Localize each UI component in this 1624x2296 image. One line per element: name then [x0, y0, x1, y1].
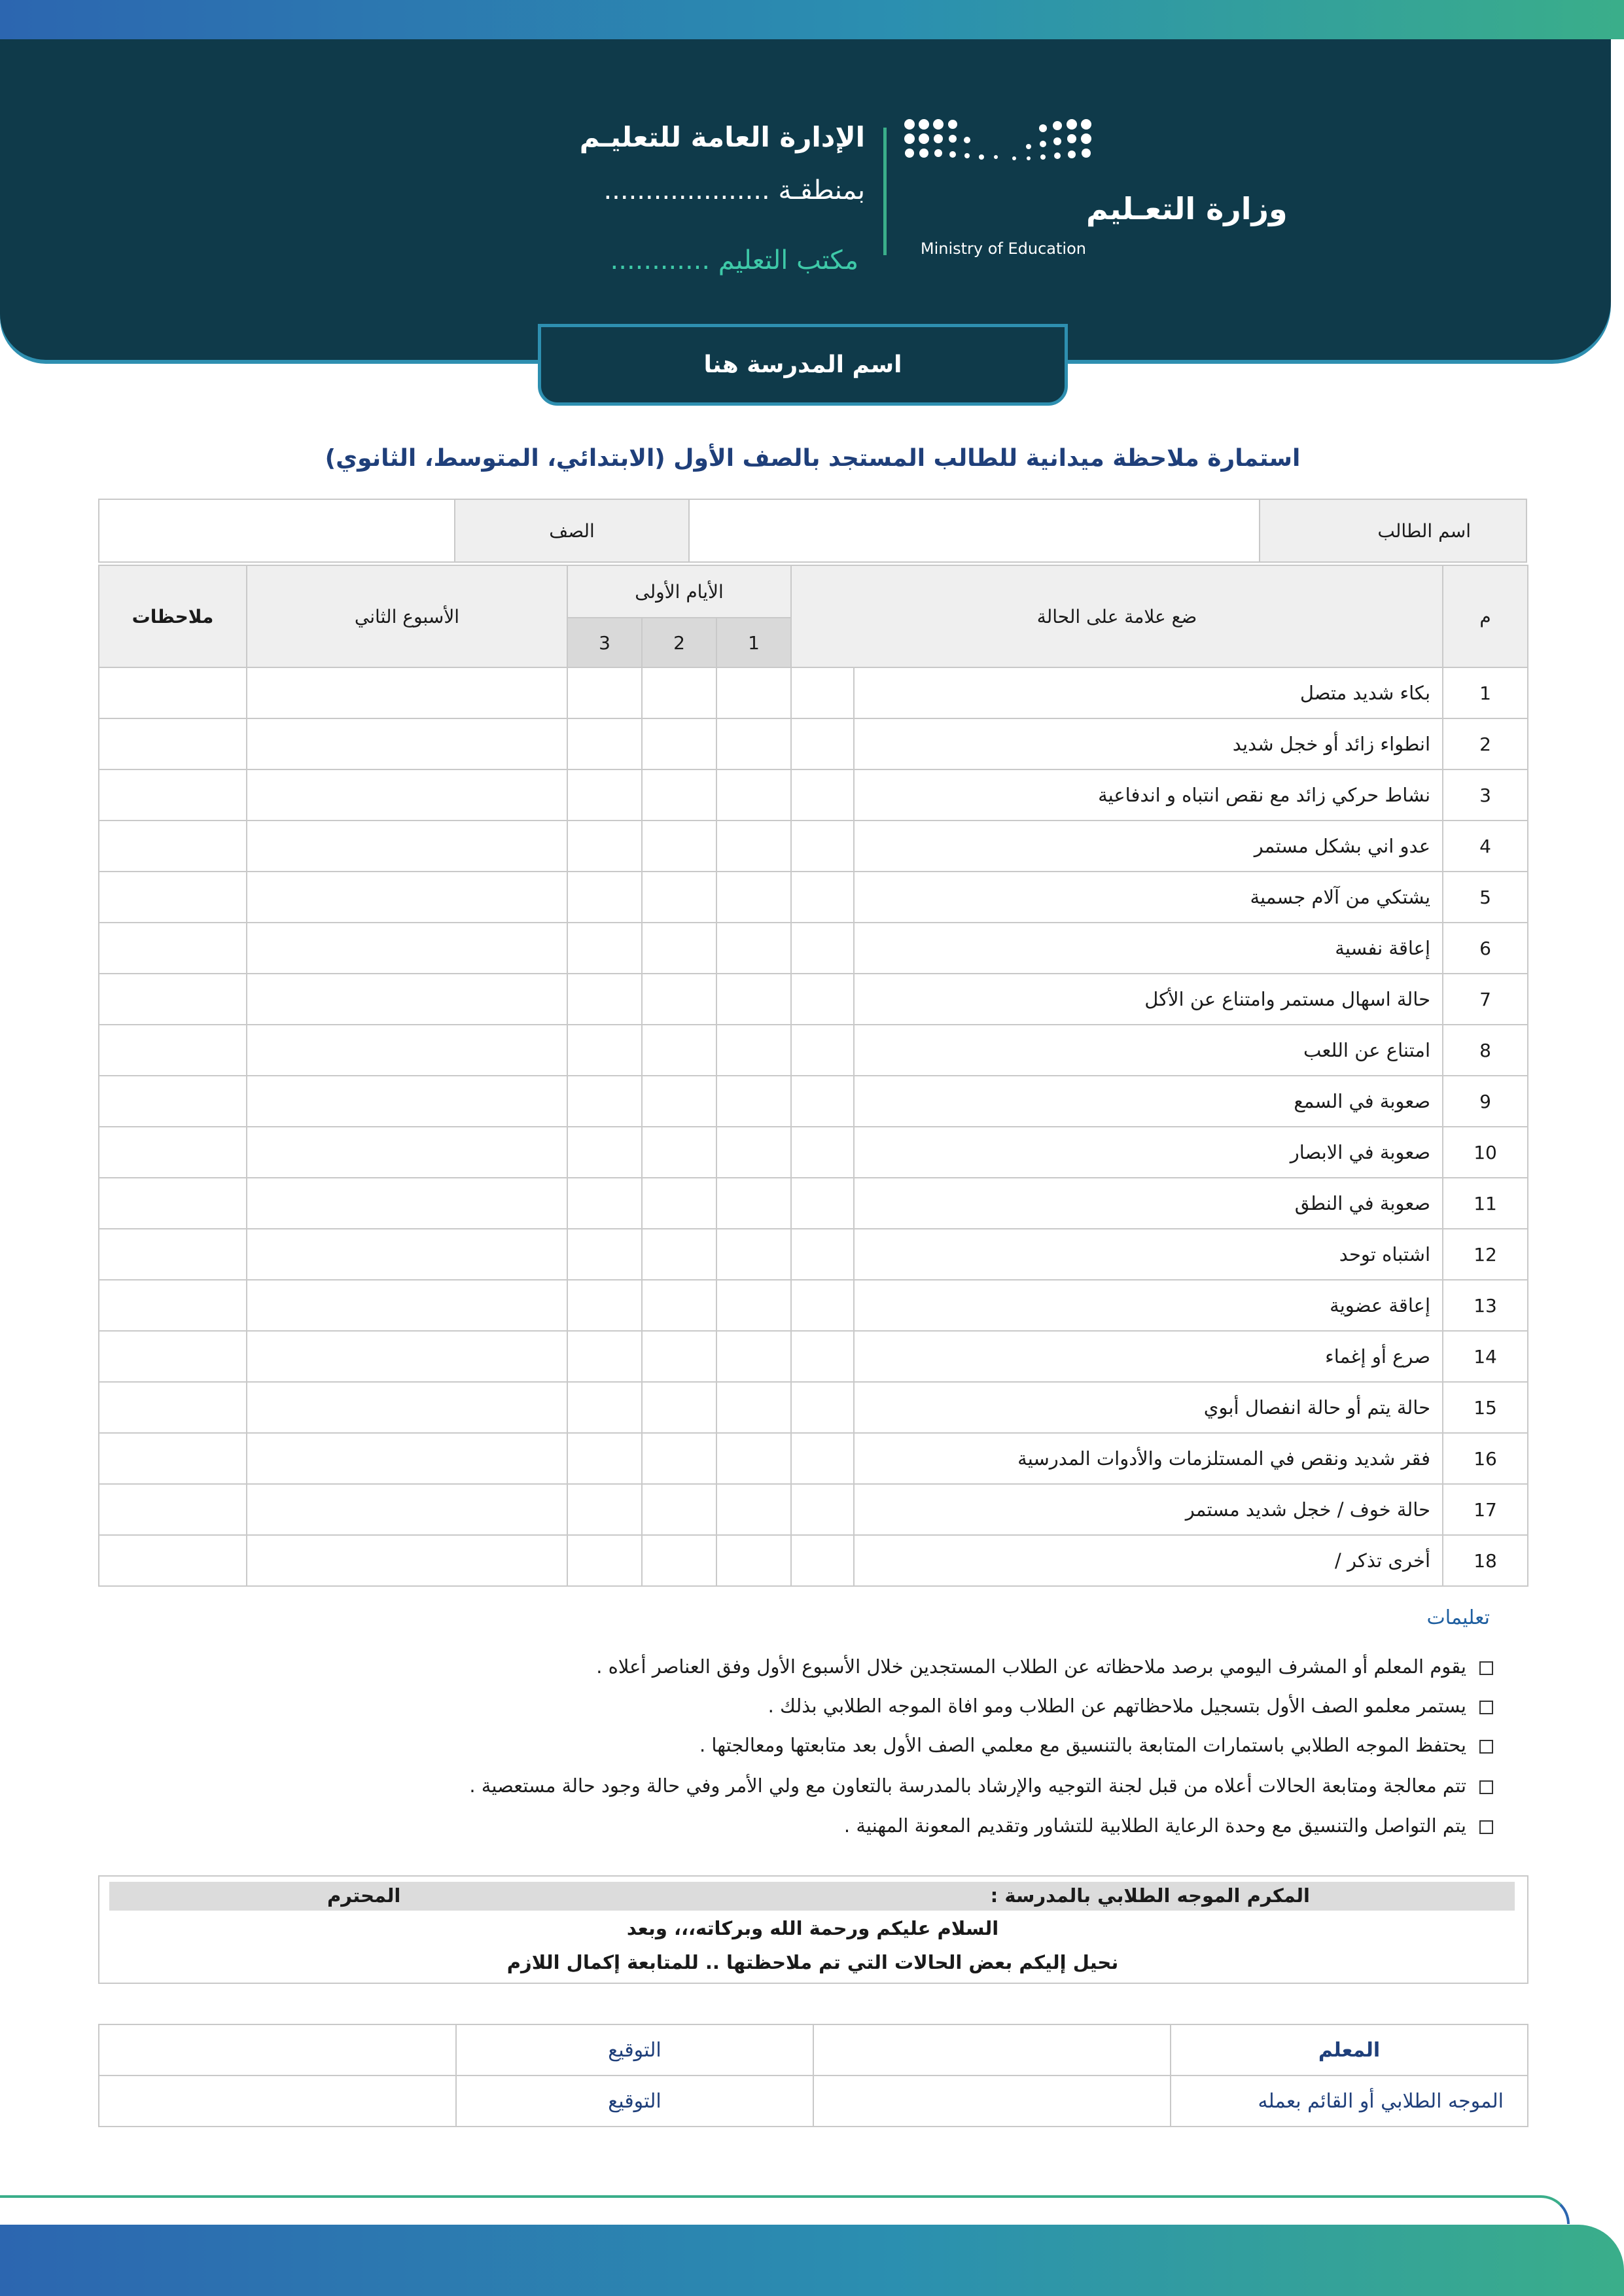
table-row: [99, 1433, 1528, 1484]
instructions-title: تعليمات: [1426, 1606, 1490, 1629]
mark-cell[interactable]: [791, 923, 854, 974]
row-number: 15: [1443, 1382, 1528, 1433]
observation-table: [98, 565, 1528, 1587]
mark-cell[interactable]: [791, 1229, 854, 1280]
case-text: حالة يتم أو حالة انفصال أبوي: [854, 1382, 1443, 1433]
instruction-item: تتم معالجة ومتابعة الحالات أعلاه من قبل لجنة التوجيه والإرشاد بالمدرسة بالتعاون مع ولي الأمر وفي حالة وجود حالة مستعصية .: [469, 1775, 1493, 1797]
day-1-cell[interactable]: [716, 821, 791, 872]
mark-cell[interactable]: [791, 974, 854, 1025]
mark-cell[interactable]: [791, 769, 854, 821]
day-3-header: 3: [567, 618, 642, 667]
table-row: [99, 1280, 1528, 1331]
day-3-cell[interactable]: [567, 1484, 642, 1535]
letter-greeting: السلام عليكم ورحمة الله وبركاته،،، وبعد: [626, 1917, 999, 1939]
day-2-cell[interactable]: [642, 1127, 716, 1178]
second-week-cell[interactable]: [247, 1331, 567, 1382]
second-week-cell[interactable]: [247, 1280, 567, 1331]
letter-body: نحيل إليكم بعض الحالات التي تم ملاحظتها .. للمتابعة إكمال اللازم: [506, 1951, 1119, 1973]
table-row: [99, 1484, 1528, 1535]
case-text: فقر شديد ونقص في المستلزمات والأدوات المدرسية: [854, 1433, 1443, 1484]
mark-cell[interactable]: [791, 1331, 854, 1382]
day-1-cell[interactable]: [716, 769, 791, 821]
row-number: 16: [1443, 1433, 1528, 1484]
second-week-cell[interactable]: [247, 667, 567, 718]
row-number: 6: [1443, 923, 1528, 974]
row-number: 5: [1443, 872, 1528, 923]
checkbox-icon: [1479, 1661, 1493, 1675]
letter-honorific: المحترم: [327, 1884, 401, 1907]
mark-cell[interactable]: [791, 1433, 854, 1484]
teacher-signature-field[interactable]: [99, 2024, 456, 2075]
day-3-cell[interactable]: [567, 1535, 642, 1586]
signature-table: [98, 2024, 1528, 2127]
mark-cell[interactable]: [791, 1484, 854, 1535]
checkbox-icon: [1479, 1780, 1493, 1794]
day-1-cell[interactable]: [716, 1382, 791, 1433]
case-header: ضع علامة على الحالة: [791, 565, 1443, 667]
notes-cell[interactable]: [99, 1076, 247, 1127]
case-text: صرع أو إغماء: [854, 1331, 1443, 1382]
notes-cell[interactable]: [99, 821, 247, 872]
signature-label: التوقيع: [456, 2075, 813, 2127]
table-row: [99, 872, 1528, 923]
teacher-label: المعلم: [1171, 2024, 1528, 2075]
region-line: بمنطقـة ....................: [603, 175, 865, 205]
table-row: [99, 667, 1528, 718]
table-row: [99, 1076, 1528, 1127]
day-2-header: 2: [642, 618, 716, 667]
day-3-cell[interactable]: [567, 872, 642, 923]
ministry-name-ar: وزارة التعـليم: [1086, 191, 1288, 226]
footer-band: [0, 2225, 1624, 2296]
checkbox-icon: [1479, 1820, 1493, 1834]
day-2-cell[interactable]: [642, 923, 716, 974]
admin-title: الإدارة العامة للتعليـم: [579, 121, 865, 153]
table-row: [99, 1025, 1528, 1076]
day-3-cell[interactable]: [567, 1280, 642, 1331]
day-1-cell[interactable]: [716, 667, 791, 718]
day-3-cell[interactable]: [567, 923, 642, 974]
day-1-cell[interactable]: [716, 1484, 791, 1535]
logo-dots-icon: [904, 119, 1091, 160]
second-week-cell[interactable]: [247, 1127, 567, 1178]
day-2-cell[interactable]: [642, 1025, 716, 1076]
class-label: الصف: [455, 499, 689, 562]
row-number: 18: [1443, 1535, 1528, 1586]
case-text: صعوبة في السمع: [854, 1076, 1443, 1127]
table-row: [99, 974, 1528, 1025]
mark-cell[interactable]: [791, 718, 854, 769]
notes-cell[interactable]: [99, 1025, 247, 1076]
day-2-cell[interactable]: [642, 769, 716, 821]
instruction-item: يحتفظ الموجه الطلابي باستمارات المتابعة بالتنسيق مع معلمي الصف الأول بعد متابعتها ومعالجتها .: [699, 1734, 1493, 1756]
student-info-table: [98, 499, 1527, 563]
row-number: 2: [1443, 718, 1528, 769]
day-3-cell[interactable]: [567, 718, 642, 769]
day-3-cell[interactable]: [567, 769, 642, 821]
day-3-cell[interactable]: [567, 1229, 642, 1280]
row-number: 13: [1443, 1280, 1528, 1331]
instruction-item: يقوم المعلم أو المشرف اليومي برصد ملاحظاته عن الطلاب المستجدين خلال الأسبوع الأول وفق العناصر أعلاه .: [596, 1655, 1493, 1678]
notes-cell[interactable]: [99, 718, 247, 769]
day-2-cell[interactable]: [642, 1331, 716, 1382]
second-week-cell[interactable]: [247, 1535, 567, 1586]
notes-cell[interactable]: [99, 923, 247, 974]
footer-accent-line: [0, 2195, 1570, 2224]
instruction-item: يتم التواصل والتنسيق مع وحدة الرعاية الطلابية للتشاور وتقديم المعونة المهنية .: [844, 1814, 1493, 1837]
case-text: اشتباه توحد: [854, 1229, 1443, 1280]
row-number: 8: [1443, 1025, 1528, 1076]
student-name-label: اسم الطالب: [1260, 499, 1527, 562]
day-1-cell[interactable]: [716, 1535, 791, 1586]
day-3-cell[interactable]: [567, 667, 642, 718]
logo-divider: [883, 128, 887, 255]
number-header: م: [1443, 565, 1528, 667]
row-number: 11: [1443, 1178, 1528, 1229]
counselor-name-field[interactable]: [813, 2075, 1171, 2127]
case-text: نشاط حركي زائد مع نقص انتباه و اندفاعية: [854, 769, 1443, 821]
mark-cell[interactable]: [791, 1178, 854, 1229]
mark-cell[interactable]: [791, 1382, 854, 1433]
table-row: [99, 1178, 1528, 1229]
day-2-cell[interactable]: [642, 974, 716, 1025]
row-number: 9: [1443, 1076, 1528, 1127]
day-3-cell[interactable]: [567, 1025, 642, 1076]
day-1-cell[interactable]: [716, 974, 791, 1025]
row-number: 10: [1443, 1127, 1528, 1178]
letter-recipient: المكرم الموجه الطلابي بالمدرسة :: [990, 1884, 1310, 1907]
second-week-cell[interactable]: [247, 1178, 567, 1229]
case-text: حالة خوف / خجل شديد مستمر: [854, 1484, 1443, 1535]
table-row: [99, 1535, 1528, 1586]
mark-cell[interactable]: [791, 1280, 854, 1331]
mark-cell[interactable]: [791, 872, 854, 923]
day-3-cell[interactable]: [567, 1382, 642, 1433]
day-1-cell[interactable]: [716, 1229, 791, 1280]
mark-cell[interactable]: [791, 821, 854, 872]
day-1-cell[interactable]: [716, 1025, 791, 1076]
day-3-cell[interactable]: [567, 1331, 642, 1382]
table-row: [99, 1382, 1528, 1433]
instruction-item: يستمر معلمو الصف الأول بتسجيل ملاحظاتهم عن الطلاب ومو افاة الموجه الطلابي بذلك .: [768, 1695, 1493, 1717]
school-name-tab: اسم المدرسة هنا: [538, 324, 1068, 406]
mark-cell[interactable]: [791, 1535, 854, 1586]
case-text: صعوبة في النطق: [854, 1178, 1443, 1229]
second-week-cell[interactable]: [247, 872, 567, 923]
notes-cell[interactable]: [99, 1229, 247, 1280]
day-3-cell[interactable]: [567, 1433, 642, 1484]
notes-cell[interactable]: [99, 1433, 247, 1484]
day-1-cell[interactable]: [716, 872, 791, 923]
table-row: [99, 1331, 1528, 1382]
ministry-name-en: Ministry of Education: [920, 239, 1086, 258]
day-2-cell[interactable]: [642, 1535, 716, 1586]
day-1-cell[interactable]: [716, 1076, 791, 1127]
day-2-cell[interactable]: [642, 1076, 716, 1127]
case-text: حالة اسهال مستمر وامتناع عن الأكل: [854, 974, 1443, 1025]
observation-rows: [99, 667, 1528, 1586]
second-week-cell[interactable]: [247, 974, 567, 1025]
case-text: إعاقة نفسية: [854, 923, 1443, 974]
notes-cell[interactable]: [99, 872, 247, 923]
table-row: [99, 1127, 1528, 1178]
day-2-cell[interactable]: [642, 1433, 716, 1484]
notes-cell[interactable]: [99, 769, 247, 821]
second-week-cell[interactable]: [247, 1229, 567, 1280]
top-decorative-strip: [0, 0, 1624, 39]
counselor-label: الموجه الطلابي أو القائم بعمله: [1171, 2075, 1528, 2127]
second-week-cell[interactable]: [247, 1025, 567, 1076]
checkbox-icon: [1479, 1740, 1493, 1754]
mark-cell[interactable]: [791, 1127, 854, 1178]
second-week-header: الأسبوع الثاني: [247, 565, 567, 667]
day-1-cell[interactable]: [716, 1331, 791, 1382]
teacher-name-field[interactable]: [813, 2024, 1171, 2075]
day-1-cell[interactable]: [716, 1280, 791, 1331]
row-number: 14: [1443, 1331, 1528, 1382]
notes-header: ملاحظات: [99, 565, 247, 667]
day-1-cell[interactable]: [716, 1127, 791, 1178]
mark-cell[interactable]: [791, 1025, 854, 1076]
row-number: 4: [1443, 821, 1528, 872]
table-row: [99, 1229, 1528, 1280]
day-2-cell[interactable]: [642, 872, 716, 923]
day-1-cell[interactable]: [716, 1178, 791, 1229]
row-number: 7: [1443, 974, 1528, 1025]
notes-cell[interactable]: [99, 974, 247, 1025]
class-value-field[interactable]: [99, 499, 455, 562]
notes-cell[interactable]: [99, 1127, 247, 1178]
counselor-signature-field[interactable]: [99, 2075, 456, 2127]
day-2-cell[interactable]: [642, 667, 716, 718]
row-number: 3: [1443, 769, 1528, 821]
case-text: إعاقة عضوية: [854, 1280, 1443, 1331]
mark-cell[interactable]: [791, 1076, 854, 1127]
day-1-cell[interactable]: [716, 1433, 791, 1484]
notes-cell[interactable]: [99, 1535, 247, 1586]
table-row: [99, 769, 1528, 821]
day-2-cell[interactable]: [642, 1484, 716, 1535]
day-2-cell[interactable]: [642, 718, 716, 769]
office-line: مكتب التعليم ............: [610, 245, 858, 275]
day-3-cell[interactable]: [567, 1127, 642, 1178]
day-2-cell[interactable]: [642, 1178, 716, 1229]
case-text: امتناع عن اللعب: [854, 1025, 1443, 1076]
table-row: [99, 923, 1528, 974]
first-days-header: الأيام الأولى: [567, 565, 791, 618]
checkbox-icon: [1479, 1701, 1493, 1714]
notes-cell[interactable]: [99, 1382, 247, 1433]
day-2-cell[interactable]: [642, 821, 716, 872]
table-row: [99, 821, 1528, 872]
notes-cell[interactable]: [99, 1331, 247, 1382]
case-text: صعوبة في الابصار: [854, 1127, 1443, 1178]
row-number: 1: [1443, 667, 1528, 718]
second-week-cell[interactable]: [247, 1076, 567, 1127]
day-1-cell[interactable]: [716, 718, 791, 769]
day-3-cell[interactable]: [567, 1178, 642, 1229]
day-3-cell[interactable]: [567, 1076, 642, 1127]
second-week-cell[interactable]: [247, 769, 567, 821]
second-week-cell[interactable]: [247, 1433, 567, 1484]
day-2-cell[interactable]: [642, 1382, 716, 1433]
case-text: يشتكي من آلام جسمية: [854, 872, 1443, 923]
notes-cell[interactable]: [99, 667, 247, 718]
day-2-cell[interactable]: [642, 1280, 716, 1331]
second-week-cell[interactable]: [247, 821, 567, 872]
notes-cell[interactable]: [99, 1484, 247, 1535]
day-1-header: 1: [716, 618, 791, 667]
form-title: استمارة ملاحظة ميدانية للطالب المستجد بالصف الأول (الابتدائي، المتوسط، الثانوي): [325, 445, 1301, 472]
signature-label: التوقيع: [456, 2024, 813, 2075]
day-1-cell[interactable]: [716, 923, 791, 974]
case-text: انطواء زائد أو خجل شديد: [854, 718, 1443, 769]
day-3-cell[interactable]: [567, 974, 642, 1025]
second-week-cell[interactable]: [247, 1484, 567, 1535]
student-name-field[interactable]: [689, 499, 1260, 562]
mark-cell[interactable]: [791, 667, 854, 718]
row-number: 12: [1443, 1229, 1528, 1280]
day-2-cell[interactable]: [642, 1229, 716, 1280]
ministry-logo: [890, 111, 1288, 268]
case-text: عدو اني بشكل مستمر: [854, 821, 1443, 872]
table-row: [99, 718, 1528, 769]
row-number: 17: [1443, 1484, 1528, 1535]
case-text: بكاء شديد متصل: [854, 667, 1443, 718]
case-text: أخرى تذكر /: [854, 1535, 1443, 1586]
second-week-cell[interactable]: [247, 1382, 567, 1433]
second-week-cell[interactable]: [247, 923, 567, 974]
notes-cell[interactable]: [99, 1280, 247, 1331]
day-3-cell[interactable]: [567, 821, 642, 872]
notes-cell[interactable]: [99, 1178, 247, 1229]
second-week-cell[interactable]: [247, 718, 567, 769]
